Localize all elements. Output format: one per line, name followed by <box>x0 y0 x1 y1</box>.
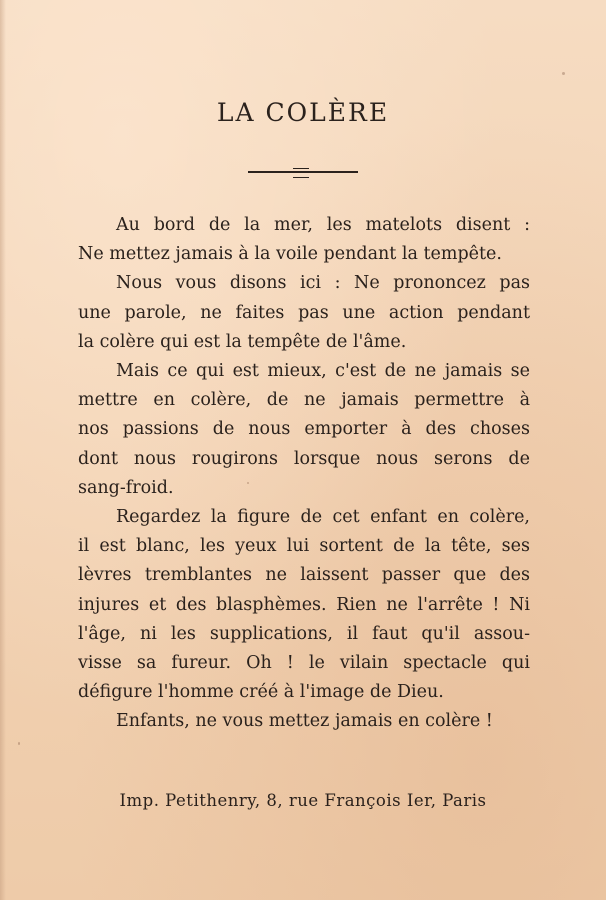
text-line: nos passions de nous emporter à des choses <box>78 419 530 440</box>
text-line: dont nous rougirons lorsque nous serons de <box>78 448 530 469</box>
text-line: une parole, ne faites pas une action pendant <box>78 302 530 323</box>
page-title: LA COLÈRE <box>216 98 390 127</box>
text-line: injures et des blasphèmes. Rien ne l'arrête ! Ni <box>78 594 530 615</box>
text-line: Enfants, ne vous mettez jamais en colère ! <box>116 711 493 732</box>
text-line: Ne mettez jamais à la voile pendant la tempête. <box>78 244 502 265</box>
text-line: sang-froid. <box>78 477 174 498</box>
text-line: visse sa fureur. Oh ! le vilain spectacle qui <box>78 653 530 674</box>
paper-speck <box>18 742 20 745</box>
text-line: lèvres tremblantes ne laissent passer que des <box>78 565 530 586</box>
text-line: l'âge, ni les supplications, il faut qu'il assou- <box>78 623 530 644</box>
text-line: mettre en colère, de ne jamais permettre à <box>78 390 530 411</box>
divider-ornament <box>293 168 309 178</box>
text-line: la colère qui est la tempête de l'âme. <box>78 331 407 352</box>
printer-imprint: Imp. Petithenry, 8, rue François Ier, Paris <box>119 791 487 810</box>
text-line: il est blanc, les yeux lui sortent de la tête, ses <box>78 536 530 557</box>
text-line: Au bord de la mer, les matelots disent : <box>116 215 530 235</box>
card-edge-shadow <box>0 0 6 900</box>
text-line: Nous vous disons ici : Ne prononcez pas <box>116 273 530 294</box>
paper-speck <box>247 482 249 484</box>
body-text <box>78 211 530 737</box>
text-line: défigure l'homme créé à l'image de Dieu. <box>78 682 444 703</box>
text-line: Regardez la figure de cet enfant en colère, <box>116 507 530 528</box>
text-line: Mais ce qui est mieux, c'est de ne jamais se <box>116 361 530 382</box>
paper-speck <box>455 720 457 722</box>
paper-speck <box>562 72 565 75</box>
